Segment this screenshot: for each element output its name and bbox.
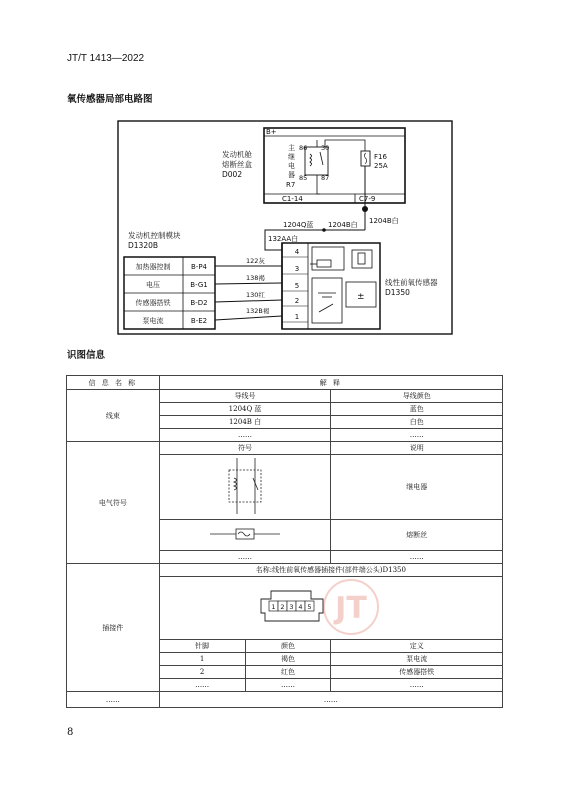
- info-table: 信 息 名 称 解 释 线束 导线号 导线颜色 1204Q 蓝 蓝色 1204B 白 白色 …… …… 电气符号 符号 说明 继电器 熔断丝 …… …… 插接件 名称:线性前氧传感器插接件(部件端公头)D1350 JT 1 2 3 4 5 针脚 颜色 定义 1 褐色 泵电流 2 红色 传感器搭铁 …… …… …… …… ……: [66, 375, 503, 708]
- jt-watermark: [324, 580, 378, 634]
- fusebox-code: D002: [222, 170, 243, 179]
- connector-pin-number: 5: [307, 603, 312, 611]
- sensor-code: D1350: [385, 288, 410, 297]
- wire-no-cell: 1204B 白: [159, 416, 331, 429]
- svg-text:±: ±: [357, 292, 365, 302]
- row-harness-name: 线束: [67, 390, 160, 442]
- col-color: 颜色: [245, 640, 331, 653]
- connector-caption: 名称:线性前氧传感器插接件(部件端公头)D1350: [159, 564, 502, 577]
- wire-label: 122灰: [246, 257, 265, 265]
- sensor-pin-5: 5: [294, 282, 300, 290]
- fusebox-title: 发动机舱熔断丝盒: [222, 150, 252, 169]
- standard-header: JT/T 1413—2022: [67, 53, 145, 64]
- section-title-info: 识图信息: [67, 350, 106, 361]
- fuse-desc: 熔断丝: [331, 520, 503, 551]
- relay-code: R7: [286, 181, 296, 189]
- wire-color-cell: 蓝色: [331, 403, 503, 416]
- col-definition: 定义: [331, 640, 503, 653]
- more-name: ……: [67, 692, 160, 708]
- col-wire-color: 导线颜色: [331, 390, 503, 403]
- col-symbol: 符号: [159, 442, 331, 455]
- svg-text:JT: JT: [335, 591, 367, 626]
- row-symbols-name: 电气符号: [67, 442, 160, 564]
- sensor-pin-3: 3: [294, 265, 300, 273]
- wire-label: 130红: [246, 291, 265, 299]
- wire-color-cell: ……: [331, 429, 503, 442]
- relay-pin-30: 30: [321, 144, 330, 152]
- relay-symbol-cell: [159, 455, 331, 520]
- page-number: 8: [67, 727, 74, 738]
- bplus-label: B+: [266, 128, 277, 136]
- relay-pin-87: 87: [321, 174, 330, 182]
- ecm-signal-label: 电压: [146, 281, 160, 289]
- fuse-symbol-icon: [210, 526, 280, 542]
- wire-no-cell: ……: [159, 429, 331, 442]
- wire-no-cell: 1204Q 蓝: [159, 403, 331, 416]
- col-wire-no: 导线号: [159, 390, 331, 403]
- relay-pin-85: 85: [299, 174, 308, 182]
- wire-label-1204q: 1204Q蓝: [283, 221, 314, 229]
- connector-pin-number: 2: [280, 603, 285, 611]
- col-symbol-desc: 说明: [331, 442, 503, 455]
- ecm-title: 发动机控制模块: [128, 231, 181, 240]
- ecm-signal-label: 泵电流: [142, 317, 164, 325]
- wire-label-1204b: 1204B白: [328, 221, 358, 229]
- relay-pin-86: 86: [299, 144, 308, 152]
- header-explanation: 解 释: [159, 376, 502, 390]
- ecm-signal-label: 传感器搭铁: [135, 299, 171, 307]
- sensor-pin-1: 1: [294, 313, 300, 321]
- ecm-code: D1320B: [128, 241, 159, 250]
- connector-c1-14: C1-14: [282, 195, 303, 203]
- wire-label-132aa: 132AA白: [268, 235, 299, 243]
- connector-pin-number: 3: [289, 603, 294, 611]
- connector-pin-number: 4: [298, 603, 303, 611]
- ecm-pin-label: B-D2: [190, 299, 208, 307]
- wire-label: 132B褐: [246, 307, 270, 315]
- fuse-code: F16: [374, 153, 387, 161]
- connector-c7-9: C7-9: [359, 195, 376, 203]
- relay-symbol-icon: [215, 456, 275, 516]
- header-info-name: 信 息 名 称: [67, 376, 160, 390]
- circuit-diagram: [0, 0, 565, 340]
- relay-desc: 继电器: [331, 455, 503, 520]
- ecm-pin-label: B-G1: [190, 281, 208, 289]
- wire-color-cell: 白色: [331, 416, 503, 429]
- ecm-pin-label: B-E2: [190, 317, 208, 325]
- sensor-title: 线性前氧传感器: [385, 278, 438, 287]
- section-title-circuit: 氧传感器局部电路图: [67, 94, 153, 105]
- fuse-rating: 25A: [374, 162, 388, 170]
- ecm-signal-label: 加热器控制: [135, 263, 171, 271]
- sensor-pin-4: 4: [294, 248, 300, 256]
- wire-label-1204b-top: 1204B白: [369, 217, 399, 225]
- connector-image-cell: [159, 577, 502, 640]
- wire-label: 138褐: [246, 274, 265, 282]
- connector-pin-number: 1: [271, 603, 276, 611]
- col-pin: 针脚: [159, 640, 245, 653]
- sensor-pin-2: 2: [294, 297, 300, 305]
- row-connector-name: 插接件: [67, 564, 160, 692]
- connector-diagram: [251, 577, 411, 637]
- more-explanation: ……: [159, 692, 502, 708]
- relay-label: 主继电器: [288, 144, 295, 179]
- fuse-symbol-cell: [159, 520, 331, 551]
- ecm-pin-label: B-P4: [190, 263, 208, 271]
